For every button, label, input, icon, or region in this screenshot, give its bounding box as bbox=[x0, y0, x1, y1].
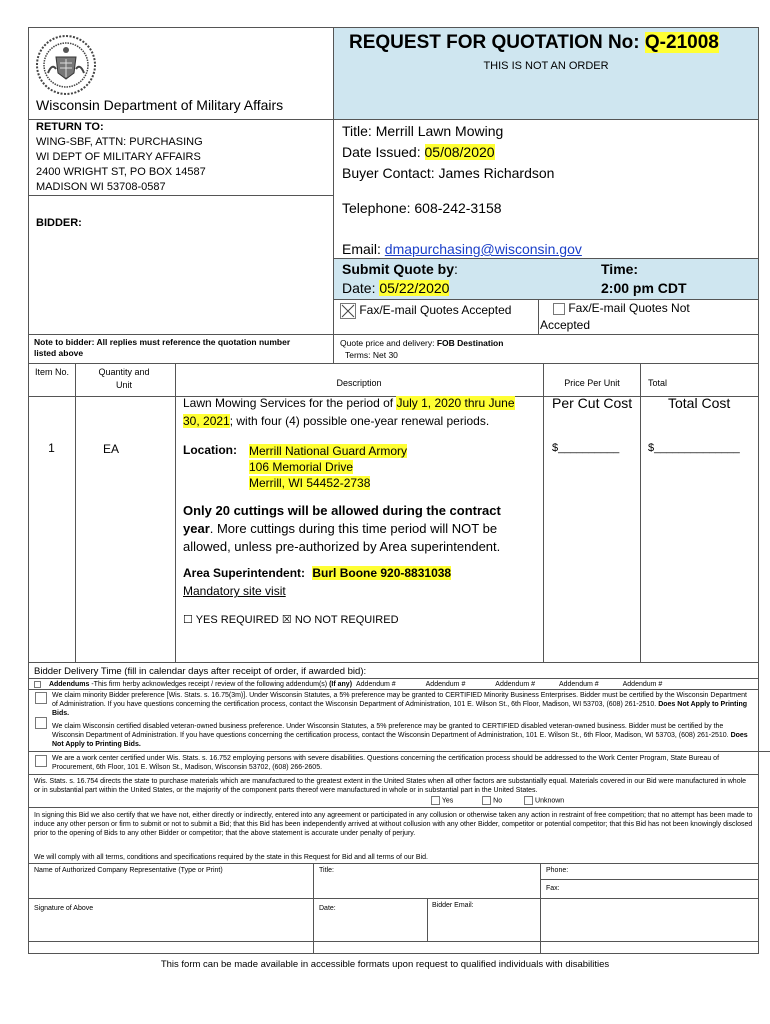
info-block bbox=[342, 121, 554, 184]
service-period-prefix: Lawn Mowing Services for the period of bbox=[183, 396, 397, 410]
location-label: Location: bbox=[183, 443, 237, 457]
bidder-email-field[interactable]: Bidder Email: bbox=[432, 902, 474, 909]
submit-quote-label bbox=[342, 261, 458, 277]
addendum-field[interactable]: Addendum # bbox=[425, 681, 466, 688]
title-field[interactable]: Title: bbox=[319, 867, 334, 874]
col-divider bbox=[640, 363, 641, 663]
quote-number: Q-21008 bbox=[644, 32, 719, 53]
submit-time-label: Time: bbox=[601, 261, 639, 277]
cuttings-note bbox=[183, 502, 533, 556]
header-quantity: Quantity and Unit bbox=[98, 367, 150, 390]
rfq-title bbox=[349, 32, 719, 54]
rfq-title-prefix: REQUEST FOR QUOTATION No: bbox=[349, 32, 645, 53]
header-description: Description bbox=[336, 378, 382, 388]
rule bbox=[28, 863, 759, 864]
work-center-checkbox[interactable] bbox=[35, 755, 47, 767]
telephone: Telephone: 608-242-3158 bbox=[342, 200, 502, 216]
submit-colon: : bbox=[454, 261, 458, 277]
bidder-label: BIDDER: bbox=[36, 217, 82, 229]
location-line: 106 Memorial Drive bbox=[249, 460, 354, 474]
addendums-row bbox=[34, 680, 662, 689]
fax-accepted-label: Fax/E-mail Quotes Accepted bbox=[359, 303, 512, 318]
manufacture-options bbox=[431, 796, 564, 805]
email-label: Email: bbox=[342, 241, 385, 257]
fax-not-accepted-label-2: Accepted bbox=[540, 318, 591, 332]
return-to-label: RETURN TO: bbox=[36, 121, 104, 133]
service-period bbox=[183, 394, 538, 430]
col-divider bbox=[175, 363, 176, 663]
submit-date-label: Date: bbox=[342, 280, 380, 296]
signature-field[interactable]: Signature of Above bbox=[34, 905, 94, 912]
minority-checkbox[interactable] bbox=[35, 692, 47, 704]
rule bbox=[28, 898, 759, 899]
date-field[interactable]: Date: bbox=[319, 905, 336, 912]
rule bbox=[28, 807, 759, 808]
superintendent-label: Area Superintendent: bbox=[183, 566, 306, 580]
superintendent-row bbox=[183, 566, 451, 580]
fax-field[interactable]: Fax: bbox=[546, 885, 560, 892]
addendum-field[interactable]: Addendum # bbox=[622, 681, 663, 688]
fax-accepted-option[interactable] bbox=[340, 303, 511, 319]
date-issued-value: 05/08/2020 bbox=[424, 144, 495, 160]
fax-accepted-checkbox[interactable] bbox=[340, 303, 356, 319]
addendum-field[interactable]: Addendum # bbox=[558, 681, 599, 688]
bidder-cell bbox=[28, 195, 334, 335]
total-cost-label: Total Cost bbox=[668, 395, 731, 411]
rule bbox=[28, 678, 759, 679]
note-to-bidder: Note to bidder: All replies must reference the quotation number listed above bbox=[34, 337, 291, 358]
submit-time-value: 2:00 pm CDT bbox=[601, 280, 687, 296]
work-center: We are a work center certified under Wis. Stats. s. 16.752 employing persons with severe disabilities. Questions concerning the certification process should be addressed to the Work Center Program, State Bureau of Procurement, 6th Floor, 101 E. Wilson St., Madison, Wisconsin 53702, (608) 266-2605. bbox=[52, 755, 720, 771]
wis-stats-text: Wis. Stats. s. 16.754 directs the state to purchase materials which are manufactured to the greatest extent in the United States when all other factors are substantially equal. Materials covered in our Bid were manufactured in whole or in substantial part within the United States, or the majority of the component parts thereof were manufactured in whole or in substantial part in the United States. bbox=[34, 778, 747, 794]
no-label: No bbox=[493, 797, 503, 805]
rule bbox=[28, 774, 759, 775]
location-address bbox=[249, 443, 407, 491]
addendums-checkbox[interactable] bbox=[34, 681, 41, 688]
header-total: Total bbox=[648, 378, 668, 388]
accessibility-footer: This form can be made available in accessible formats upon request to qualified individuals with disabilities bbox=[160, 959, 610, 970]
return-to-address bbox=[36, 135, 206, 195]
submit-date-value: 05/22/2020 bbox=[379, 280, 450, 296]
email-row bbox=[342, 241, 582, 257]
location-line: Merrill National Guard Armory bbox=[249, 444, 408, 458]
rule bbox=[540, 879, 759, 880]
phone-field[interactable]: Phone: bbox=[546, 867, 569, 874]
delivery-time[interactable]: Bidder Delivery Time (fill in calendar days after receipt of order, if awarded bid): bbox=[34, 666, 367, 677]
address-line: WING-SBF, ATTN: PURCHASING bbox=[36, 136, 203, 148]
rfq-item-title: Title: Merrill Lawn Mowing bbox=[342, 123, 504, 139]
veteran-bold: Does Not Apply to Printing Bids. bbox=[52, 732, 748, 748]
veteran-text: We claim Wisconsin certified disabled veteran-owned business preference. Under Wisconsin Statutes, a 5% preference may be granted to CERTIFIED disabled veteran-owned business. Bidder must be certified by the Wisconsin Department of Administration. If you have questions concerning the certification process, contact the Wisconsin Department of Administration, 101 E. Wilson St., 6th Floor, Madison, WI 53703, (608) 261-2510. bbox=[52, 723, 729, 739]
addendums-label: Addendums bbox=[48, 681, 90, 688]
unknown-checkbox[interactable] bbox=[524, 796, 533, 805]
location-line: Merrill, WI 54452-2738 bbox=[249, 476, 371, 490]
address-line: WI DEPT OF MILITARY AFFAIRS bbox=[36, 151, 201, 163]
fax-not-accepted-checkbox[interactable] bbox=[553, 303, 565, 315]
fax-not-accepted-label-1: Fax/E-mail Quotes Not bbox=[568, 301, 690, 315]
quote-terms bbox=[340, 337, 503, 361]
addendums-if-any: (If any) bbox=[329, 681, 353, 688]
item-number: 1 bbox=[48, 441, 55, 455]
unknown-label: Unknown bbox=[535, 797, 565, 805]
fax-divider bbox=[538, 299, 539, 335]
veteran-checkbox[interactable] bbox=[35, 717, 47, 729]
submit-label-text: Submit Quote by bbox=[342, 261, 454, 277]
buyer-contact: Buyer Contact: James Richardson bbox=[342, 165, 555, 181]
no-checkbox[interactable] bbox=[482, 796, 491, 805]
site-visit-options: ☐ YES REQUIRED ☒ NO NOT REQUIRED bbox=[183, 614, 399, 626]
address-line: MADISON WI 53708-0587 bbox=[36, 181, 166, 193]
signature-col-divider bbox=[427, 898, 428, 941]
rule bbox=[28, 751, 770, 752]
service-period-start: July 1, 2020 thru June bbox=[396, 396, 515, 410]
rule bbox=[28, 941, 759, 942]
rfq-subtitle: THIS IS NOT AN ORDER bbox=[483, 60, 609, 72]
superintendent-contact: Burl Boone 920-8831038 bbox=[312, 566, 452, 580]
rep-name-field[interactable]: Name of Authorized Company Representative (Type or Print) bbox=[34, 867, 223, 874]
addendum-field[interactable]: Addendum # bbox=[495, 681, 535, 688]
col-divider bbox=[543, 363, 544, 663]
comply-text: We will comply with all terms, conditions and specifications required by the state in this Request for Bid and all terms of our Bid. bbox=[34, 854, 428, 861]
rule bbox=[28, 689, 759, 690]
header-price-per-unit: Price Per Unit bbox=[564, 378, 620, 388]
certification-text: In signing this Bid we also certify that we have not, either directly or indirectly, entered into any agreement or participated in any collusion or otherwise taken any action in restraint of free competition; that no attempt has been made to induce any other person or firm to submit or not to submit a Bid; that this Bid has been independently arrived at without collusion with any other Bidder, competitor or potential competitor; that this Bid has not been knowingly disclosed prior to the opening of Bids to any other Bidder or competitor; that the above statement is accurate under penalty of perjury. bbox=[34, 812, 753, 837]
site-visit-label: Mandatory site visit bbox=[183, 584, 286, 598]
veteran-preference bbox=[52, 722, 752, 749]
service-period-suffix: ; with four (4) possible one-year renewal periods. bbox=[229, 414, 490, 428]
agency-name: Wisconsin Department of Military Affairs bbox=[36, 97, 284, 113]
service-period-end: 30, 2021 bbox=[183, 414, 230, 428]
terms-prefix: Quote price and delivery: bbox=[340, 338, 437, 348]
date-issued bbox=[342, 142, 554, 163]
date-issued-label: Date Issued: bbox=[342, 144, 425, 160]
cuttings-limit: Only 20 cuttings will be allowed during the contract year bbox=[183, 503, 501, 536]
per-cut-cost-field[interactable]: $__________ bbox=[552, 442, 620, 454]
cuttings-rest: . More cuttings during this time period will NOT be allowed, unless pre-authorized by Area superintendent. bbox=[183, 521, 501, 554]
item-quantity: EA bbox=[102, 442, 119, 456]
item-description bbox=[183, 394, 538, 430]
header-item-no: Item No. bbox=[34, 367, 69, 377]
address-line: 2400 WRIGHT ST, PO BOX 14587 bbox=[36, 166, 206, 178]
yes-checkbox[interactable] bbox=[431, 796, 440, 805]
submit-date bbox=[342, 280, 449, 296]
email-link[interactable]: dmapurchasing@wisconsin.gov bbox=[384, 241, 582, 257]
minority-bold: Does Not Apply to Printing Bids. bbox=[52, 701, 748, 717]
minority-preference bbox=[52, 691, 752, 718]
col-divider bbox=[75, 363, 76, 663]
minority-text: We claim minority Bidder preference [Wis. Stats. s. 16.75(3m)]. Under Wisconsin Statutes, a 5% preference may be granted to CERTIFIED Minority Business Enterprises. Bidder must be certified by the Wisconsin Department of Administration. If you have questions concerning the certification process, contact the Wisconsin Department of Administration, 101 E. Wilson St., 6th Floor, Madison, WI 53703, (608) 261-2510. bbox=[52, 692, 747, 708]
net-terms: Terms: Net 30 bbox=[345, 350, 398, 360]
state-seal-logo bbox=[34, 33, 98, 97]
addendums-text: -This firm herby acknowledges receipt / review of the following addendum(s) bbox=[89, 681, 330, 688]
per-cut-cost-label: Per Cut Cost bbox=[552, 395, 633, 411]
yes-label: Yes bbox=[441, 797, 454, 805]
fob-destination: FOB Destination bbox=[436, 338, 504, 348]
total-cost-field[interactable]: $______________ bbox=[648, 442, 740, 454]
addendum-field[interactable]: Addendum # bbox=[355, 681, 396, 688]
fax-not-accepted-option[interactable] bbox=[553, 301, 690, 315]
